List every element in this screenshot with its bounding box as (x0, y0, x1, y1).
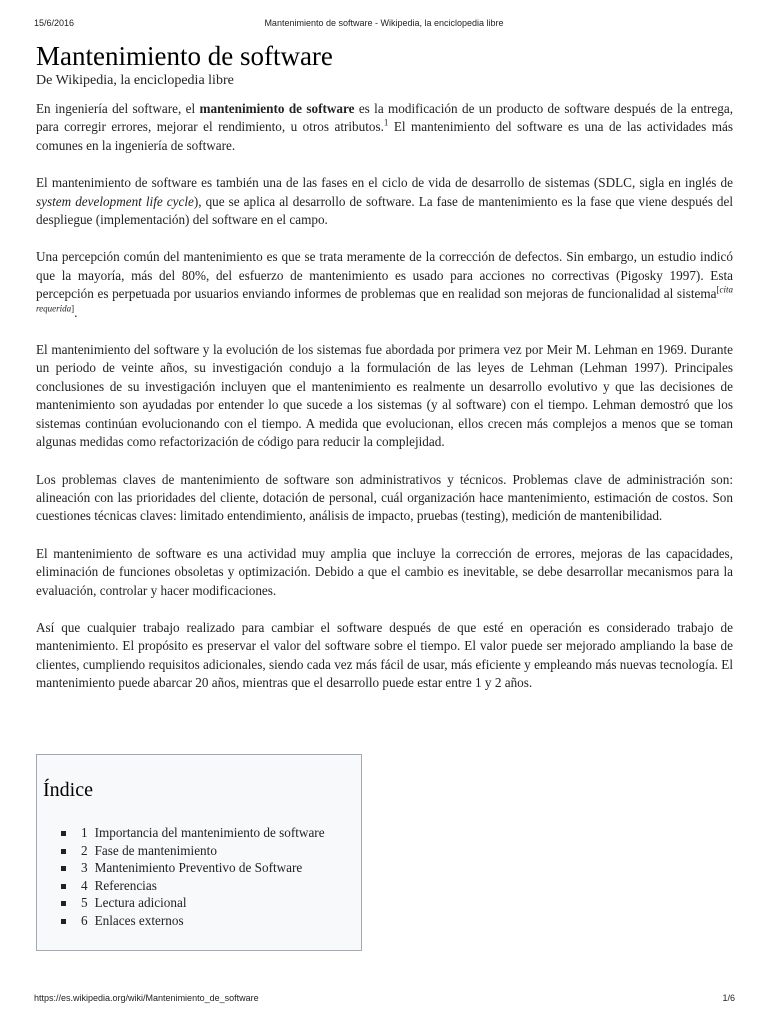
toc-item-label: Fase de mantenimiento (94, 842, 217, 858)
toc-item[interactable] (61, 859, 325, 877)
print-page-number: 1/6 (722, 993, 735, 1003)
toc-item[interactable] (61, 877, 325, 895)
article-content (36, 38, 733, 712)
toc-item-number: 2 (81, 842, 88, 858)
cite-close: ] (71, 303, 75, 314)
toc-item-number: 3 (81, 860, 88, 876)
paragraph-scope: El mantenimiento de software es una actividad muy amplia que incluye la corrección de errores, mejoras de las capacidades, eliminación de funciones obsoletas y optimización. Debido a que el cambio es inevitable, se debe desarrollar mecanismos para la evaluación, controlar y hacer modificaciones. (36, 545, 733, 598)
p3-end: . (74, 304, 78, 320)
paragraph-perception (36, 248, 733, 322)
bullet-icon (61, 884, 66, 889)
page-title: Mantenimiento de software (36, 41, 333, 71)
reference-link-1[interactable]: 1 (383, 118, 389, 129)
p1-after: El mantenimiento del software es una de las actividades más comunes en la ingeniería de software. (36, 119, 733, 153)
toc-item-label: Lectura adicional (94, 895, 187, 911)
site-tagline: De Wikipedia, la enciclopedia libre (36, 73, 234, 88)
paragraph-sdlc (36, 174, 733, 229)
toc-list (61, 824, 325, 930)
bullet-icon (61, 901, 66, 906)
p1-bold-term: mantenimiento de software (199, 101, 355, 116)
bullet-icon (61, 849, 66, 854)
p2-before: El mantenimiento de software es también una de las fases en el ciclo de vida de desarrollo de sistemas (SDLC, sigla en inglés de (36, 175, 733, 191)
bullet-icon (61, 919, 66, 924)
p1-before: En ingeniería del software, el (36, 101, 200, 116)
p2-italic-term: system development life cycle (36, 193, 194, 209)
bullet-icon (61, 866, 66, 871)
table-of-contents (36, 754, 362, 951)
toc-title: Índice (43, 779, 93, 801)
paragraph-lehman: El mantenimiento del software y la evolución de los sistemas fue abordada por primera vez por Meir M. Lehman en 1969. Durante un periodo de veinte años, su investigación condujo a la formulación de las leyes de Lehman (Lehman 1997). Principales conclusiones de su investigación incluyen que el mantenimiento es realmente un desarrollo evolutivo y que las decisiones de mantenimiento son ayudadas por entender lo que sucede a los sistemas (y al software) con el tiempo. Lehman demostró que los sistemas continúan evolucionando con el tiempo. A medida que evolucionan, ellos crecen más complejos a menos que se toman algunas medidas como refactorización de código para reducir la complejidad. (36, 342, 733, 450)
toc-item-label: Mantenimiento Preventivo de Software (94, 860, 303, 876)
toc-item-number: 5 (81, 895, 88, 911)
toc-item[interactable] (61, 894, 325, 912)
toc-item[interactable] (61, 842, 325, 860)
bullet-icon (61, 831, 66, 836)
toc-item[interactable] (61, 824, 325, 842)
print-page-title: Mantenimiento de software - Wikipedia, la enciclopedia libre (264, 18, 504, 28)
toc-item-number: 4 (81, 877, 88, 893)
p1-middle: es la modificación de un producto de software después de la entrega, para corregir errores, mejorar el rendimiento, u otros atributos. (36, 101, 733, 135)
paragraph-key-problems: Los problemas claves de mantenimiento de software son administrativos y técnicos. Problemas clave de administración son: alineación con las prioridades del cliente, dotación de personal, cuál organización hace mantenimiento, estimación de costos. Son cuestiones técnicas claves: limitado entendimiento, análisis de impacto, pruebas (testing), medición de mantenibilidad. (36, 471, 733, 524)
toc-item-label: Importancia del mantenimiento de software (94, 825, 325, 840)
p2-after: ), que se aplica al desarrollo de software. La fase de mantenimiento es la fase que viene después del despliegue (implementación) del software en el campo. (36, 193, 733, 228)
toc-item-number: 1 (81, 825, 88, 840)
toc-item[interactable] (61, 912, 325, 930)
paragraph-value: Así que cualquier trabajo realizado para cambiar el software después de que esté en operación es considerado trabajo de mantenimiento. El propósito es preservar el valor del software sobre el tiempo. El valor puede ser mejorado ampliando la base de clientes, cumpliendo requisitos adicionales, siendo cada vez más fácil de usar, más eficiente y empleando más nuevas tecnología. El mantenimiento puede abarcar 20 años, mientras que el desarrollo puede estar entre 1 y 2 años. (36, 619, 733, 691)
print-date: 15/6/2016 (34, 18, 75, 28)
print-url: https://es.wikipedia.org/wiki/Mantenimiento_de_software (34, 993, 259, 1003)
p3-text: Una percepción común del mantenimiento es que se trata meramente de la corrección de defectos. Sin embargo, un estudio indicó que la mayoría, más del 80%, del esfuerzo de mantenimiento es usado para acciones no correctivas (Pigosky 1997). Esta percepción es perpetuada por usuarios enviando informes de problemas que en realidad son mejoras de funcionalidad al sistema (36, 249, 733, 302)
paragraph-intro (36, 100, 733, 155)
cite-open: [ (716, 284, 720, 295)
toc-item-label: Referencias (94, 877, 157, 893)
toc-item-number: 6 (81, 912, 88, 928)
citation-needed-text: cita requerida (36, 284, 733, 314)
toc-item-label: Enlaces externos (94, 912, 184, 928)
